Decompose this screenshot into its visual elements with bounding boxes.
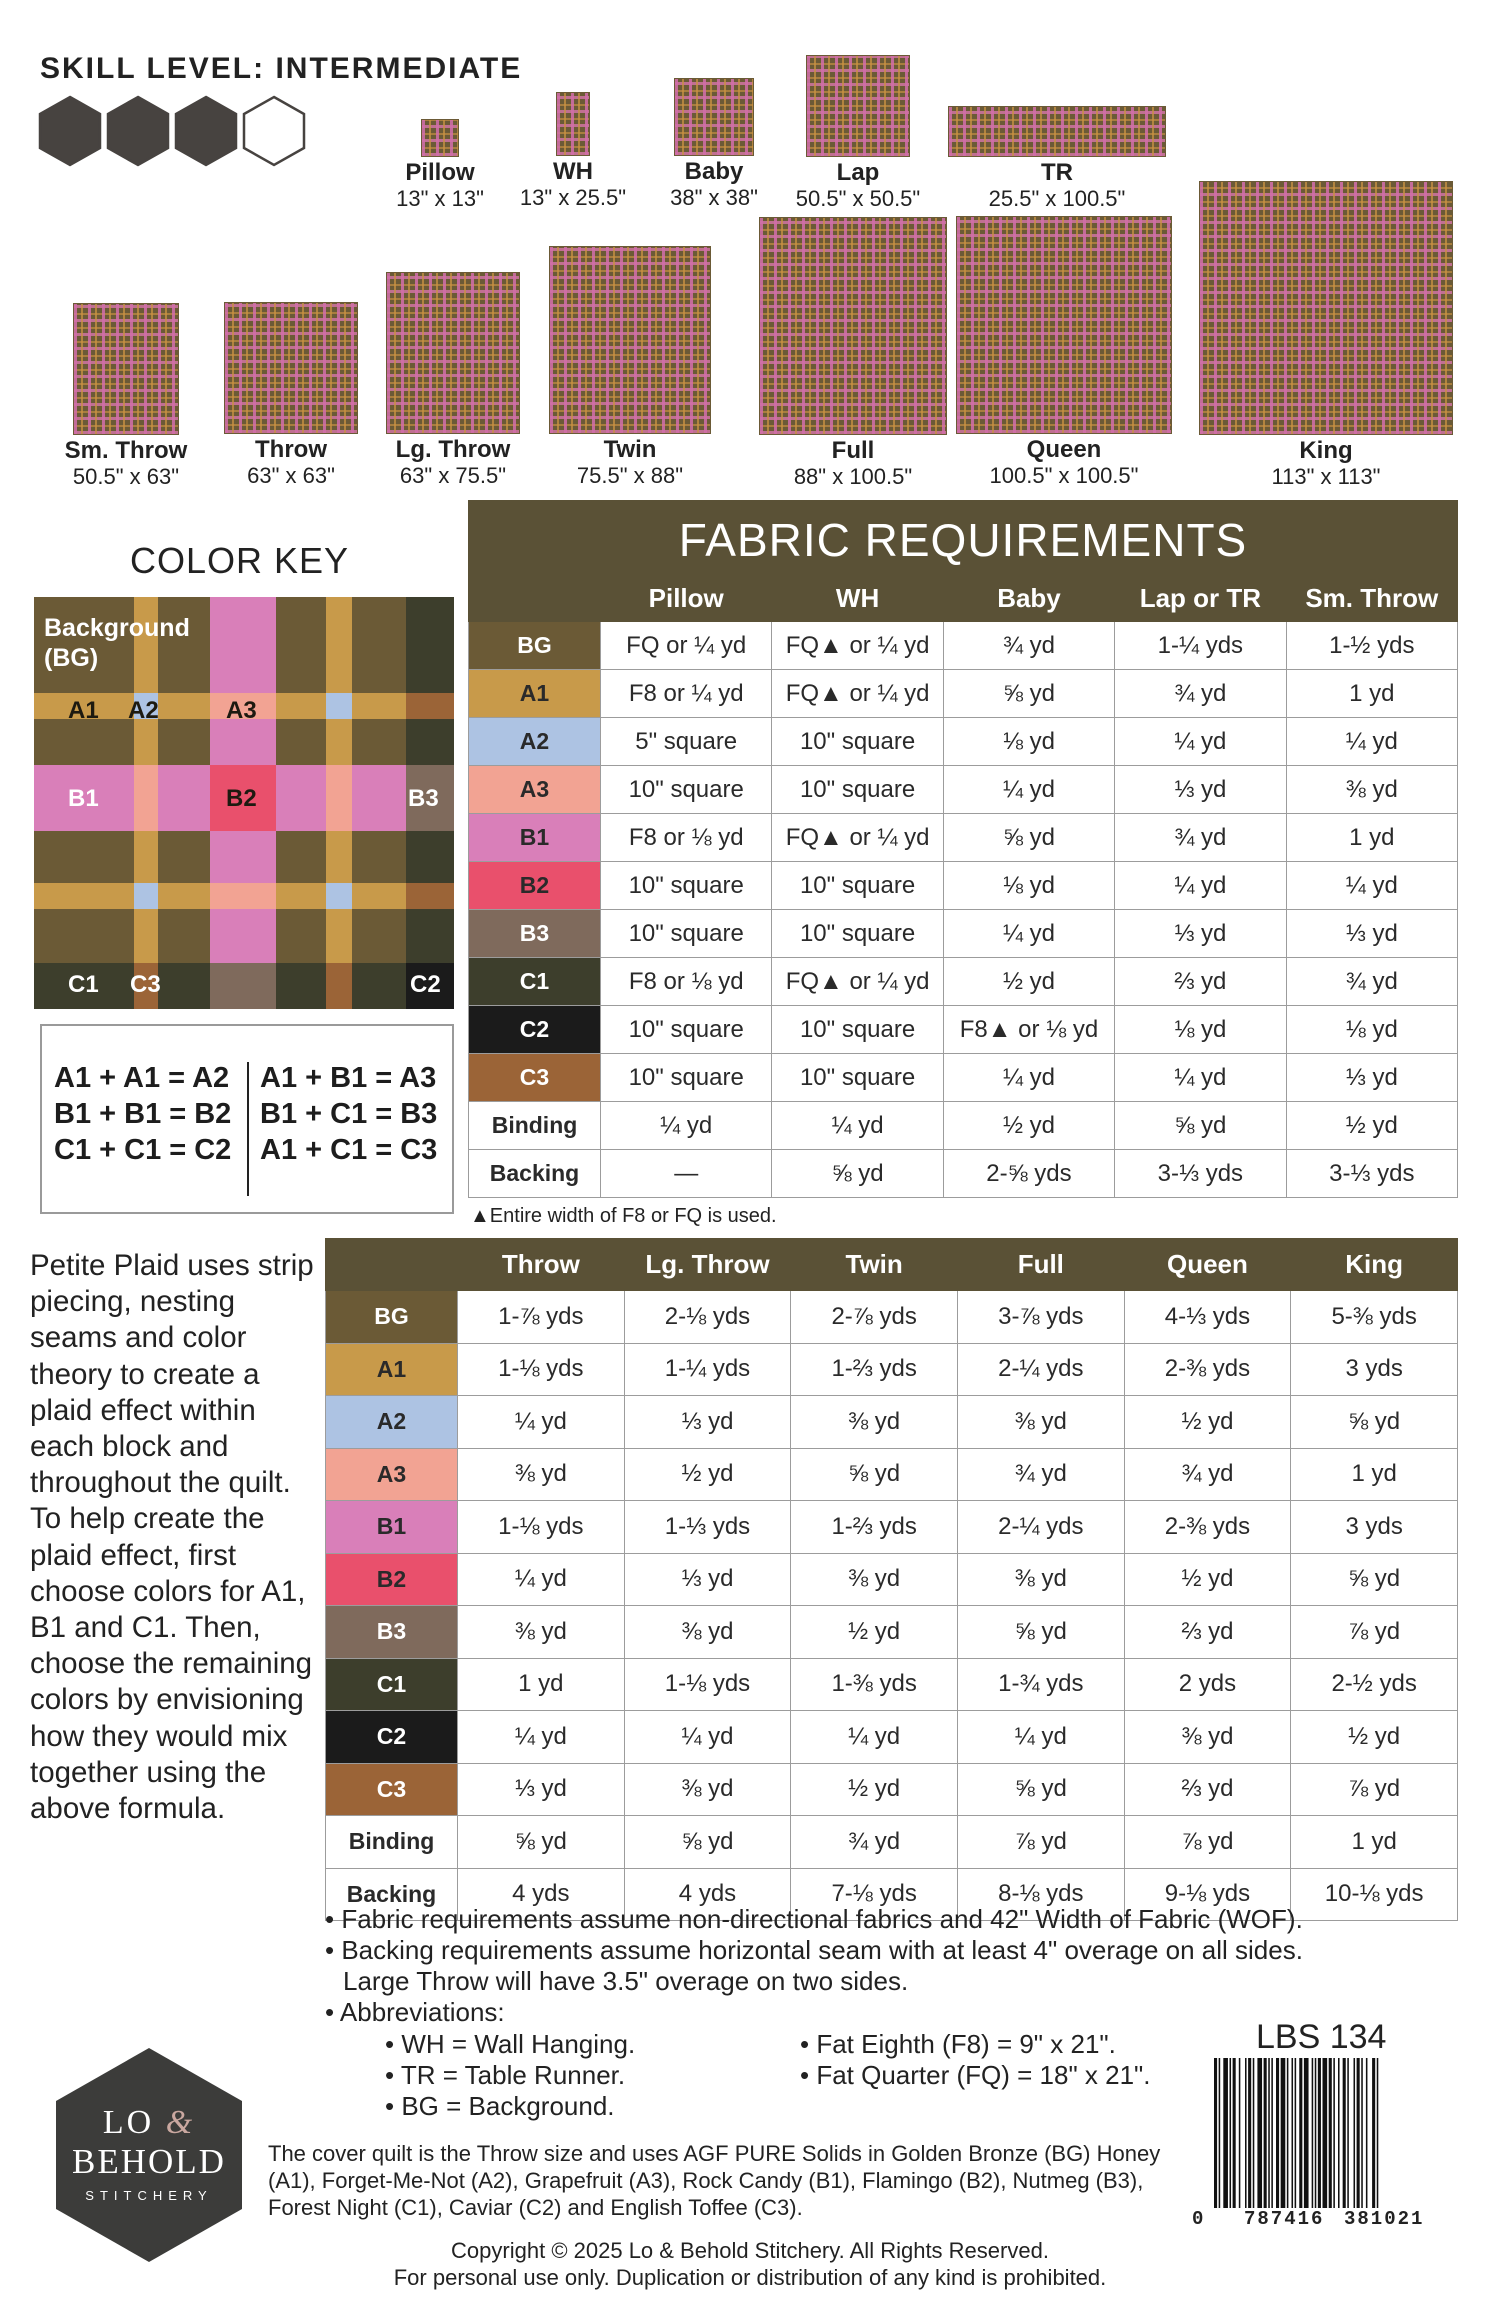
- table-row: [326, 1448, 1458, 1501]
- size-full: [743, 217, 963, 489]
- table-cell: 1 yd: [1286, 814, 1457, 862]
- table-row: [326, 1396, 1458, 1449]
- table-cell: ½ yd: [624, 1448, 791, 1501]
- table-cell: 1-¼ yds: [1115, 622, 1286, 670]
- table-cell: ⅜ yd: [624, 1606, 791, 1659]
- table-cell: 10" square: [772, 718, 943, 766]
- table-cell: 10" square: [601, 1054, 772, 1102]
- table-cell: ¾ yd: [943, 622, 1114, 670]
- cell-a2: [326, 693, 352, 719]
- table-cell: 2-⅜ yds: [1124, 1501, 1291, 1554]
- table-cell: ⅔ yd: [1115, 958, 1286, 1006]
- table-cell: ⅝ yd: [458, 1816, 625, 1869]
- table-cell: 5" square: [601, 718, 772, 766]
- row-label: Binding: [469, 1102, 601, 1150]
- table-cell: 1 yd: [1291, 1448, 1458, 1501]
- table-cell: 2-⅛ yds: [624, 1291, 791, 1344]
- table-cell: ⅓ yd: [624, 1553, 791, 1606]
- table-cell: ½ yd: [1124, 1553, 1291, 1606]
- column-header: Queen: [1124, 1239, 1291, 1291]
- pattern-description: Petite Plaid uses strip piecing, nesting seams and color theory to create a plaid effect within each block and throughout the quilt. To help create the plaid effect, first choose colors for A1, B1 and C1. Then, choose the remaining colors by envisioning how they would mix together using the above formula.: [30, 1249, 314, 1826]
- hexagon-filled-icon: [106, 95, 170, 167]
- table-row: [326, 1711, 1458, 1764]
- row-label: A3: [326, 1448, 458, 1501]
- table-row: [326, 1501, 1458, 1554]
- table-cell: ⅝ yd: [1291, 1553, 1458, 1606]
- table-cell: 1-½ yds: [1286, 622, 1457, 670]
- table-cell: 10" square: [772, 910, 943, 958]
- table-cell: 2-¼ yds: [957, 1501, 1124, 1554]
- row-label: A1: [326, 1343, 458, 1396]
- color-key-title: COLOR KEY: [130, 540, 350, 581]
- size-name: Sm. Throw: [64, 437, 188, 464]
- table-cell: ¼ yd: [943, 766, 1114, 814]
- table-cell: ⅜ yd: [1124, 1711, 1291, 1764]
- size-queen: [954, 216, 1174, 488]
- quilt-thumbnail: [948, 106, 1166, 157]
- table-cell: ¼ yd: [624, 1711, 791, 1764]
- table-cell: 1 yd: [1291, 1816, 1458, 1869]
- quilt-thumbnail: [421, 119, 459, 157]
- table-cell: ⅔ yd: [1124, 1606, 1291, 1659]
- size-dimensions: 113" x 113": [1271, 464, 1381, 489]
- size-name: WH: [553, 158, 593, 185]
- table-cell: 2-⅝ yds: [943, 1150, 1114, 1198]
- cell-c3: [406, 693, 454, 719]
- table-row: [469, 910, 1458, 958]
- table-row: [469, 1054, 1458, 1102]
- table-cell: ⅛ yd: [1286, 1006, 1457, 1054]
- table-cell: ⅞ yd: [957, 1816, 1124, 1869]
- table-cell: ¾ yd: [957, 1448, 1124, 1501]
- size-name: Lap: [836, 159, 880, 186]
- formula: A1 + C1 = C3: [260, 1134, 438, 1166]
- table-cell: 8-⅛ yds: [957, 1868, 1124, 1921]
- column-header: Lg. Throw: [624, 1239, 791, 1291]
- table-cell: ½ yd: [943, 958, 1114, 1006]
- row-label: Binding: [326, 1816, 458, 1869]
- table-cell: 1-⅔ yds: [791, 1343, 958, 1396]
- table-cell: 1 yd: [458, 1658, 625, 1711]
- cell-b3: [210, 963, 276, 1009]
- size-king: [1199, 181, 1453, 489]
- table-cell: F8 or ⅛ yd: [601, 814, 772, 862]
- table-cell: F8▲ or ⅛ yd: [943, 1006, 1114, 1054]
- table-cell: ⅜ yd: [791, 1396, 958, 1449]
- size-name: TR: [1041, 159, 1073, 186]
- table-cell: 1-⅛ yds: [458, 1343, 625, 1396]
- entire-width-note: ▲Entire width of F8 or FQ is used.: [470, 1205, 777, 1227]
- abbr-tr: • TR = Table Runner.: [385, 2060, 626, 2090]
- size-tr: [947, 106, 1167, 211]
- cell-c3: [406, 883, 454, 909]
- table-cell: FQ▲ or ¼ yd: [772, 814, 943, 862]
- table-cell: ¼ yd: [458, 1396, 625, 1449]
- abbr-bg: • BG = Background.: [385, 2091, 615, 2121]
- table-cell: 4 yds: [458, 1868, 625, 1921]
- size-name: Queen: [1026, 436, 1102, 463]
- table-cell: 10" square: [601, 910, 772, 958]
- abbr-wh: • WH = Wall Hanging.: [385, 2029, 636, 2059]
- copyright-line: Copyright © 2025 Lo & Behold Stitchery. All Rights Reserved.: [451, 2238, 1049, 2263]
- table-cell: ½ yd: [791, 1763, 958, 1816]
- size-twin: [520, 246, 740, 488]
- table-cell: 10" square: [601, 766, 772, 814]
- abbr-fq: • Fat Quarter (FQ) = 18" x 21".: [800, 2060, 1151, 2090]
- table-cell: FQ▲ or ¼ yd: [772, 622, 943, 670]
- table-corner: [326, 1239, 458, 1291]
- color-key-label-b3: B3: [408, 785, 439, 812]
- table-cell: ¼ yd: [772, 1102, 943, 1150]
- table-row: [469, 766, 1458, 814]
- quilt-thumbnail: [956, 216, 1172, 434]
- size-dimensions: 63" x 75.5": [399, 463, 507, 488]
- table-cell: ½ yd: [791, 1606, 958, 1659]
- table-cell: ⅞ yd: [1291, 1606, 1458, 1659]
- color-key-label-b2: B2: [226, 785, 257, 812]
- table-row: [326, 1816, 1458, 1869]
- cover-quilt-info: The cover quilt is the Throw size and uses AGF PURE Solids in Golden Bronze (BG) Honey (A1), Forget-Me-Not (A2), Grapefruit (A3), Rock Candy (B1), Flamingo (B2), Nutmeg (B3), Forest Night (C1), Caviar (C2) and English Toffee (C3).: [268, 2141, 1161, 2220]
- size-dimensions: 38" x 38": [670, 185, 758, 210]
- table-cell: ⅞ yd: [1124, 1816, 1291, 1869]
- table-cell: 1 yd: [1286, 670, 1457, 718]
- quilt-thumbnail: [1199, 181, 1453, 435]
- table-cell: 2 yds: [1124, 1658, 1291, 1711]
- table-row: [326, 1658, 1458, 1711]
- table-cell: ¼ yd: [1115, 1054, 1286, 1102]
- table-row: [326, 1763, 1458, 1816]
- table-cell: 7-⅛ yds: [791, 1868, 958, 1921]
- table-row: [326, 1606, 1458, 1659]
- table-cell: 1-⅛ yds: [458, 1501, 625, 1554]
- column-header: Pillow: [601, 576, 772, 622]
- note-abbreviations: • Abbreviations:: [325, 1997, 505, 2027]
- formula-divider: [247, 1062, 249, 1196]
- table-cell: ½ yd: [1286, 1102, 1457, 1150]
- quilt-thumbnail: [806, 55, 910, 157]
- color-key-label-c2: C2: [410, 971, 441, 998]
- hexagon-outline-icon: [242, 95, 306, 167]
- formula: A1 + B1 = A3: [260, 1062, 437, 1094]
- table-cell: ⅝ yd: [957, 1606, 1124, 1659]
- table-cell: ⅛ yd: [1115, 1006, 1286, 1054]
- row-label: B2: [326, 1553, 458, 1606]
- table-cell: ¼ yd: [1286, 862, 1457, 910]
- table-cell: ⅓ yd: [1115, 766, 1286, 814]
- table-cell: FQ▲ or ¼ yd: [772, 958, 943, 1006]
- row-label: C1: [469, 958, 601, 1006]
- row-label: C3: [469, 1054, 601, 1102]
- table-cell: ⅜ yd: [458, 1606, 625, 1659]
- color-key-label-a1: A1: [68, 697, 99, 724]
- row-label: B3: [469, 910, 601, 958]
- table-row: [469, 862, 1458, 910]
- logo-text-behold: BEHOLD: [72, 2142, 226, 2181]
- lo-and-behold-logo: [56, 2048, 242, 2262]
- table-cell: 10" square: [772, 766, 943, 814]
- size-name: King: [1299, 437, 1353, 464]
- color-key-label-a2: A2: [128, 697, 159, 724]
- table-cell: ¼ yd: [791, 1711, 958, 1764]
- table-cell: ⅝ yd: [943, 814, 1114, 862]
- table-cell: ⅜ yd: [791, 1553, 958, 1606]
- size-dimensions: 13" x 13": [396, 186, 484, 211]
- note-backing: • Backing requirements assume horizontal seam with at least 4" overage on all sides.: [325, 1935, 1303, 1965]
- skill-level-label: SKILL LEVEL: INTERMEDIATE: [40, 52, 523, 85]
- table-cell: ¾ yd: [1115, 814, 1286, 862]
- table-cell: —: [601, 1150, 772, 1198]
- table-row: [469, 1150, 1458, 1198]
- cell-a3: [134, 765, 158, 831]
- table-cell: 2-⅜ yds: [1124, 1343, 1291, 1396]
- table-cell: ⅜ yd: [957, 1396, 1124, 1449]
- table-cell: 10" square: [772, 862, 943, 910]
- table-cell: 1-⅛ yds: [624, 1658, 791, 1711]
- table-cell: ¾ yd: [1124, 1448, 1291, 1501]
- logo-text-stitchery: STITCHERY: [85, 2188, 213, 2203]
- column-header: Throw: [458, 1239, 625, 1291]
- table-cell: FQ▲ or ¼ yd: [772, 670, 943, 718]
- formula: A1 + A1 = A2: [54, 1062, 230, 1094]
- color-key-label-b1: B1: [68, 785, 99, 812]
- table-cell: ⅝ yd: [1115, 1102, 1286, 1150]
- table-cell: 1-⅓ yds: [624, 1501, 791, 1554]
- table-header-row: [469, 576, 1458, 622]
- fabric-table-small-sizes: [468, 575, 1458, 1198]
- size-name: Baby: [684, 158, 744, 185]
- table-cell: 10-⅛ yds: [1291, 1868, 1458, 1921]
- fabric-requirements-title: FABRIC REQUIREMENTS: [468, 500, 1458, 575]
- table-cell: 3-⅞ yds: [957, 1291, 1124, 1344]
- table-row: [469, 1006, 1458, 1054]
- table-header-row: [326, 1239, 1458, 1291]
- table-row: [469, 718, 1458, 766]
- hexagon-filled-icon: [38, 95, 102, 167]
- cell-c3: [326, 963, 352, 1009]
- table-cell: ⅓ yd: [1286, 910, 1457, 958]
- table-row: [469, 670, 1458, 718]
- column-header: Lap or TR: [1115, 576, 1286, 622]
- fabric-table-large-sizes: [325, 1238, 1458, 1921]
- table-cell: 5-⅜ yds: [1291, 1291, 1458, 1344]
- size-dimensions: 50.5" x 50.5": [795, 186, 921, 211]
- column-header: Sm. Throw: [1286, 576, 1457, 622]
- size-dimensions: 75.5" x 88": [576, 463, 684, 488]
- hexagon-filled-icon: [174, 95, 238, 167]
- quilt-thumbnail: [224, 302, 358, 434]
- table-row: [469, 958, 1458, 1006]
- row-label: C2: [469, 1006, 601, 1054]
- table-cell: F8 or ¼ yd: [601, 670, 772, 718]
- table-cell: 3 yds: [1291, 1343, 1458, 1396]
- quilt-thumbnail: [556, 92, 590, 156]
- table-row: [326, 1291, 1458, 1344]
- copyright: [0, 2237, 1500, 2291]
- formula: C1 + C1 = C2: [54, 1134, 232, 1166]
- row-label: B2: [469, 862, 601, 910]
- table-cell: 2-½ yds: [1291, 1658, 1458, 1711]
- table-cell: ⅝ yd: [772, 1150, 943, 1198]
- product-sku: LBS 134: [1256, 2018, 1387, 2056]
- column-header: Full: [957, 1239, 1124, 1291]
- color-key-label-bg: Background (BG): [44, 614, 190, 672]
- note-wof: • Fabric requirements assume non-directional fabrics and 42" Width of Fabric (WOF).: [325, 1904, 1303, 1934]
- table-cell: ⅛ yd: [943, 718, 1114, 766]
- table-cell: ⅜ yd: [1286, 766, 1457, 814]
- table-cell: 1-⅞ yds: [458, 1291, 625, 1344]
- table-cell: F8 or ⅛ yd: [601, 958, 772, 1006]
- table-cell: ¼ yd: [1286, 718, 1457, 766]
- row-label: C3: [326, 1763, 458, 1816]
- table-cell: ⅛ yd: [943, 862, 1114, 910]
- size-dimensions: 100.5" x 100.5": [989, 463, 1139, 488]
- abbr-f8: • Fat Eighth (F8) = 9" x 21".: [800, 2029, 1116, 2059]
- cell-a2: [134, 883, 158, 909]
- cell-a3: [326, 765, 352, 831]
- table-row: [326, 1553, 1458, 1606]
- column-header: WH: [772, 576, 943, 622]
- row-label: BG: [469, 622, 601, 670]
- row-label: A3: [469, 766, 601, 814]
- table-cell: ¼ yd: [1115, 862, 1286, 910]
- table-cell: 2-⅞ yds: [791, 1291, 958, 1344]
- size-name: Pillow: [405, 159, 475, 186]
- column-header: Twin: [791, 1239, 958, 1291]
- size-dimensions: 88" x 100.5": [793, 464, 913, 489]
- quilt-thumbnail: [759, 217, 947, 435]
- table-cell: ¼ yd: [943, 910, 1114, 958]
- table-cell: ¾ yd: [791, 1816, 958, 1869]
- size-dimensions: 25.5" x 100.5": [988, 186, 1126, 211]
- row-label: A1: [469, 670, 601, 718]
- cell-a3: [210, 883, 276, 909]
- size-name: Full: [831, 437, 875, 464]
- table-cell: ½ yd: [943, 1102, 1114, 1150]
- color-key-label-a3: A3: [226, 697, 257, 724]
- table-cell: ¾ yd: [1286, 958, 1457, 1006]
- column-header: King: [1291, 1239, 1458, 1291]
- table-cell: ⅓ yd: [458, 1763, 625, 1816]
- table-cell: ¼ yd: [458, 1553, 625, 1606]
- table-cell: 10" square: [601, 1006, 772, 1054]
- table-cell: 1-¼ yds: [624, 1343, 791, 1396]
- row-label: B3: [326, 1606, 458, 1659]
- table-row: [469, 814, 1458, 862]
- table-cell: 10" square: [772, 1054, 943, 1102]
- table-cell: 4-⅓ yds: [1124, 1291, 1291, 1344]
- quilt-thumbnail: [73, 303, 179, 435]
- table-cell: ⅝ yd: [957, 1763, 1124, 1816]
- color-formulas: [40, 1024, 454, 1214]
- size-lap: [748, 55, 968, 211]
- quilt-thumbnail: [674, 78, 754, 156]
- table-row: [469, 622, 1458, 670]
- table-cell: ⅔ yd: [1124, 1763, 1291, 1816]
- table-cell: ⅓ yd: [1115, 910, 1286, 958]
- table-cell: ⅓ yd: [624, 1396, 791, 1449]
- size-name: Lg. Throw: [395, 436, 511, 463]
- row-label: Backing: [326, 1868, 458, 1921]
- table-cell: ¼ yd: [957, 1711, 1124, 1764]
- table-cell: ⅝ yd: [1291, 1396, 1458, 1449]
- size-dimensions: 63" x 63": [247, 463, 335, 488]
- table-cell: 1-¾ yds: [957, 1658, 1124, 1711]
- table-cell: 2-¼ yds: [957, 1343, 1124, 1396]
- size-name: Throw: [255, 436, 327, 463]
- formula: B1 + B1 = B2: [54, 1098, 232, 1130]
- table-cell: ½ yd: [1124, 1396, 1291, 1449]
- table-cell: 3-⅓ yds: [1115, 1150, 1286, 1198]
- table-cell: 1-⅔ yds: [791, 1501, 958, 1554]
- table-cell: ⅝ yd: [943, 670, 1114, 718]
- skill-level-rating: [38, 95, 306, 167]
- table-cell: 4 yds: [624, 1868, 791, 1921]
- table-corner: [469, 576, 601, 622]
- color-key-label-c1: C1: [68, 971, 99, 998]
- row-label: A2: [326, 1396, 458, 1449]
- row-label: C1: [326, 1658, 458, 1711]
- color-key-block: [34, 597, 454, 1009]
- row-label: B1: [326, 1501, 458, 1554]
- table-cell: FQ or ¼ yd: [601, 622, 772, 670]
- row-label: C2: [326, 1711, 458, 1764]
- table-cell: ⅓ yd: [1286, 1054, 1457, 1102]
- table-cell: ⅜ yd: [624, 1763, 791, 1816]
- size-dimensions: 50.5" x 63": [72, 464, 180, 489]
- table-cell: 10" square: [772, 1006, 943, 1054]
- table-cell: ½ yd: [1291, 1711, 1458, 1764]
- table-cell: ¼ yd: [458, 1711, 625, 1764]
- table-cell: ⅝ yd: [624, 1816, 791, 1869]
- table-cell: ¾ yd: [1115, 670, 1286, 718]
- table-cell: ¼ yd: [601, 1102, 772, 1150]
- size-dimensions: 13" x 25.5": [519, 185, 627, 210]
- table-cell: 9-⅛ yds: [1124, 1868, 1291, 1921]
- quilt-thumbnail: [386, 272, 520, 434]
- table-cell: ¼ yd: [1115, 718, 1286, 766]
- table-cell: 3-⅓ yds: [1286, 1150, 1457, 1198]
- table-cell: ⅜ yd: [957, 1553, 1124, 1606]
- logo-text-lo: LO &: [102, 2104, 196, 2141]
- row-label: A2: [469, 718, 601, 766]
- usage-line: For personal use only. Duplication or distribution of any kind is prohibited.: [393, 2265, 1107, 2290]
- barcode-icon: [1212, 2058, 1457, 2208]
- table-cell: ⅝ yd: [791, 1448, 958, 1501]
- row-label: Backing: [469, 1150, 601, 1198]
- row-label: BG: [326, 1291, 458, 1344]
- table-cell: 10" square: [601, 862, 772, 910]
- table-cell: 3 yds: [1291, 1501, 1458, 1554]
- table-cell: 1-⅜ yds: [791, 1658, 958, 1711]
- quilt-thumbnail: [549, 246, 711, 434]
- table-row: [469, 1102, 1458, 1150]
- color-key-label-c3: C3: [130, 971, 161, 998]
- table-cell: ⅞ yd: [1291, 1763, 1458, 1816]
- table-cell: ¼ yd: [943, 1054, 1114, 1102]
- row-label: B1: [469, 814, 601, 862]
- table-row: [326, 1343, 1458, 1396]
- note-large-throw: Large Throw will have 3.5" overage on two sides.: [343, 1966, 909, 1996]
- formula: B1 + C1 = B3: [260, 1098, 438, 1130]
- table-cell: ⅜ yd: [458, 1448, 625, 1501]
- size-name: Twin: [603, 436, 657, 463]
- cell-a2: [326, 883, 352, 909]
- column-header: Baby: [943, 576, 1114, 622]
